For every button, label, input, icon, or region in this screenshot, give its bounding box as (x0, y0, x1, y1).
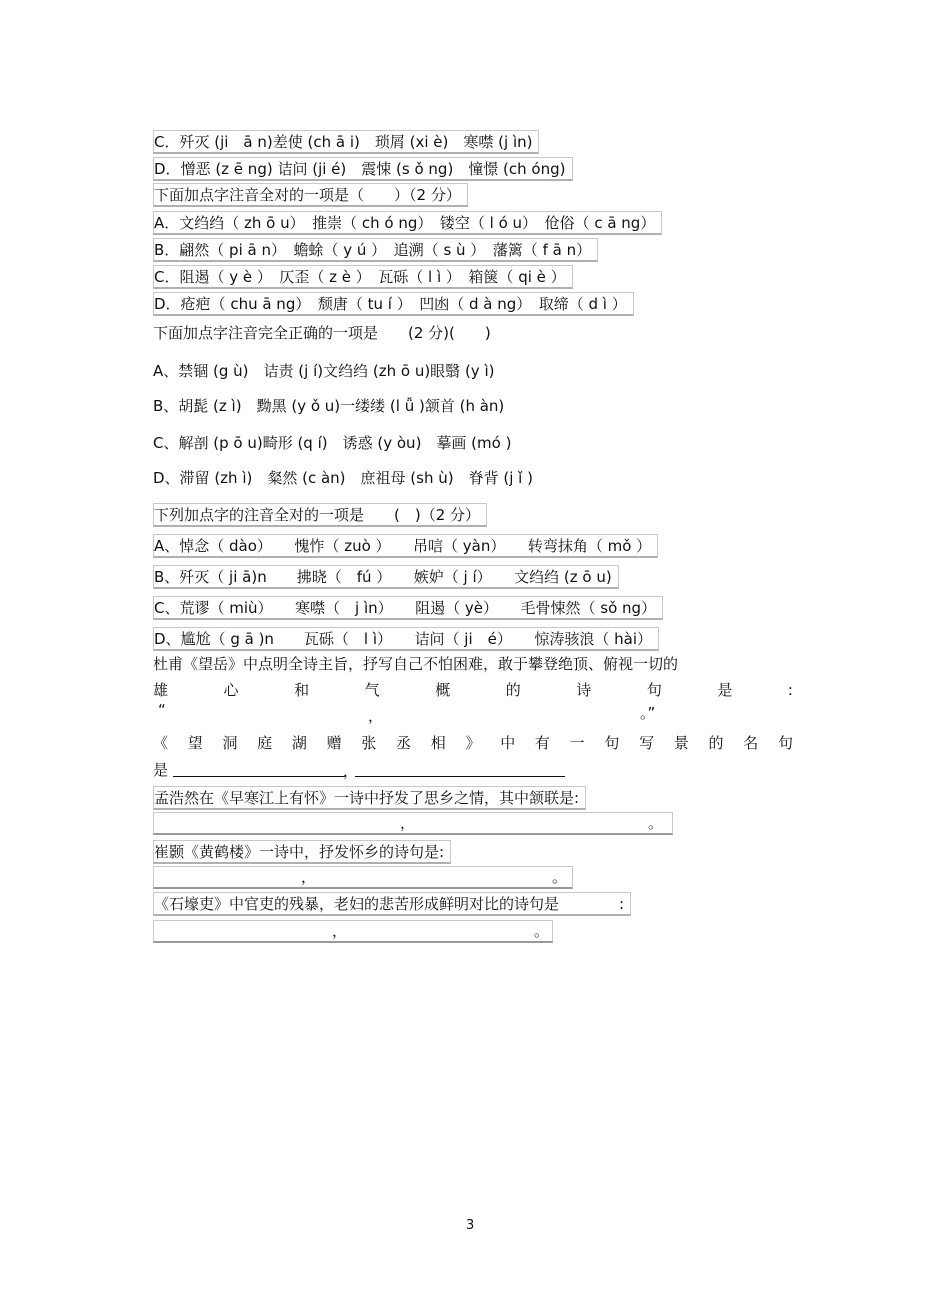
q5-char: 的 (505, 681, 521, 699)
q6-blank-2[interactable] (355, 776, 565, 777)
q1-option-d: D．憎恶 (z ē ng) 诘问 (ji é) 震悚 (s ǒ ng) 憧憬 (ch óng) (153, 157, 573, 181)
q5-char: : (787, 681, 793, 699)
q5-stem: 杜甫《望岳》中点明全诗主旨，抒写自己不怕困难，敢于攀登绝顶、俯视一切的 (153, 655, 679, 673)
q9-answer-blank[interactable] (153, 920, 553, 943)
q6-blank-1[interactable] (173, 776, 345, 777)
q4-option-b: B、歼灭（ ji ā)n 拂晓（ fú ） 嫉妒（ j í） 文绉绉 (z ō u) (153, 565, 619, 589)
q2-option-c: C．阻遏（ y è ） 仄歪（ z è ） 瓦砾（ l ì ） 箱箧（ qi è ） (153, 265, 573, 289)
q5-char: 气 (364, 681, 380, 699)
q4-option-c: C、荒谬（ miù） 寒噤（ j ìn） 阻遏（ yè） 毛骨悚然（ sǒ ng） (153, 596, 663, 620)
q3-option-a: A、禁锢 (g ù) 诘责 (j í)文绉绉 (zh ō u)眼翳 (y ì) (153, 362, 495, 380)
q6-char: 《 (153, 734, 169, 752)
q6-shi: 是 (153, 761, 169, 779)
q5-char: 和 (294, 681, 310, 699)
q6-char: 句 (777, 734, 793, 752)
q7-comma: ， (400, 814, 416, 832)
q6-char: 景 (673, 734, 689, 752)
q8-answer-blank[interactable] (153, 866, 573, 889)
q5-char: 雄 (153, 681, 169, 699)
page-number: 3 (466, 1218, 475, 1233)
q3-option-d: D、滞留 (zh ì) 粲然 (c àn) 庶祖母 (sh ù) 脊背 (j ǐ ) (153, 469, 533, 487)
q3-option-b: B、胡髭 (z ì) 黝黑 (y ǒ u)一缕缕 (l ǚ )颔首 (h àn) (153, 397, 505, 415)
q6-char: 相 (430, 734, 446, 752)
q6-char: 庭 (257, 734, 273, 752)
q8-stem: 崔颢《黄鹤楼》一诗中，抒发怀乡的诗句是: (153, 840, 451, 864)
q6-char: 湖 (291, 734, 307, 752)
q6-stem-justified (153, 733, 793, 753)
q8-period: 。 (552, 868, 568, 886)
q4-option-d: D、尴尬（ g ā )n 瓦砾（ l ì） 诘问（ ji é） 惊涛骇浪（ hài） (153, 627, 659, 651)
q5-comma: ， (368, 707, 384, 725)
q6-char: 赠 (326, 734, 342, 752)
q6-char: 有 (534, 734, 550, 752)
q6-char: 句 (604, 734, 620, 752)
q2-stem: 下面加点字注音全对的一项是（ ）（2 分） (153, 183, 468, 207)
q2-option-b: B．翩然（ pi ā n） 蟾蜍（ y ú ） 追溯（ s ù ） 藩篱（ f ā n） (153, 238, 598, 262)
q7-answer-blank[interactable] (153, 812, 673, 835)
q6-char: 望 (187, 734, 203, 752)
q9-comma: ， (332, 922, 348, 940)
q6-char: 洞 (222, 734, 238, 752)
q9-period: 。 (534, 922, 550, 940)
q5-close: 。” (640, 704, 656, 722)
q5-char: 诗 (576, 681, 592, 699)
q6-char: 一 (569, 734, 585, 752)
q1-option-c: C．歼灭 (ji ā n)差使 (ch ā i) 琐屑 (xi è) 寒噤 (j ìn) (153, 130, 539, 154)
q6-char: 的 (708, 734, 724, 752)
q6-char: 》 (465, 734, 481, 752)
q5-char: 句 (646, 681, 662, 699)
q5-char: 概 (435, 681, 451, 699)
q6-char: 写 (639, 734, 655, 752)
q6-char: 中 (500, 734, 516, 752)
q4-option-a: A、悼念（ dào） 愧怍（ zuò ） 吊唁（ yàn） 转弯抹角（ mǒ ） (153, 534, 658, 558)
q8-comma: ， (301, 868, 317, 886)
q2-option-d: D．疮疤（ chu ā ng） 颓唐（ tu í ） 凹凼（ d à ng） 取缔（ d ì ） (153, 292, 634, 316)
q3-stem: 下面加点字注音完全正确的一项是 (2 分)( ) (153, 324, 491, 342)
q4-stem: 下列加点字的注音全对的一项是 ( )（2 分） (153, 503, 487, 527)
q5-stem-justified (153, 680, 793, 700)
q6-char: 张 (361, 734, 377, 752)
q7-period: 。 (648, 814, 664, 832)
q9-stem: 《石壕吏》中官吏的残暴，老妇的悲苦形成鲜明对比的诗句是 : (153, 892, 631, 916)
q5-open-quote: “ (158, 701, 166, 719)
q5-char: 心 (223, 681, 239, 699)
q6-char: 名 (743, 734, 759, 752)
q3-option-c: C、解剖 (p ō u)畸形 (q í) 诱惑 (y òu) 摹画 (mó ) (153, 434, 512, 452)
q2-option-a: A．文绉绉（ zh ō u） 推崇（ ch ó ng） 镂空（ l ó u） 伧俗（ c ā ng） (153, 211, 662, 235)
q7-stem: 孟浩然在《早寒江上有怀》一诗中抒发了思乡之情，其中颔联是: (153, 786, 586, 810)
q6-comma: ， (343, 762, 359, 780)
q5-char: 是 (717, 681, 733, 699)
q6-char: 丞 (396, 734, 412, 752)
